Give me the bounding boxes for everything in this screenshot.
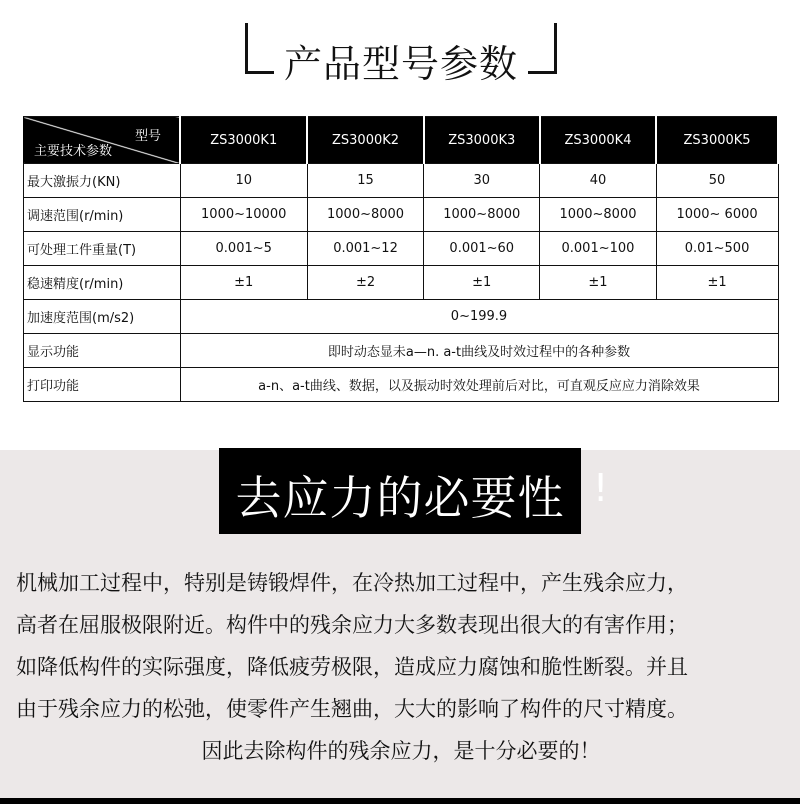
paragraph-line: 机械加工过程中，特别是铸锻焊件，在冷热加工过程中，产生残余应力，	[16, 571, 688, 595]
model-header: ZS3000K1	[180, 117, 307, 164]
table-cell: ±2	[307, 266, 423, 300]
paragraph-line: 高者在屈服极限附近。构件中的残余应力大多数表现出很大的有害作用；	[16, 613, 688, 637]
table-cell: 10	[180, 164, 307, 198]
headline: 去应力的必要性	[235, 471, 565, 525]
row-label: 加速度范围(m/s2)	[24, 300, 181, 334]
table-cell: ±1	[540, 266, 656, 300]
headline-box	[219, 448, 581, 534]
row-label: 可处理工件重量(T)	[24, 232, 181, 266]
table-cell: 0.001~100	[540, 232, 656, 266]
parameter-table	[23, 116, 779, 402]
paragraph-line: 如降低构件的实际强度，降低疲劳极限，造成应力腐蚀和脆性断裂。并且	[16, 655, 688, 679]
table-cell: 15	[307, 164, 423, 198]
table-row	[24, 164, 779, 198]
table-cell: 0.01~500	[656, 232, 778, 266]
row-label: 打印功能	[24, 368, 181, 402]
merged-cell: 0~199.9	[180, 300, 778, 334]
table-row	[24, 300, 779, 334]
model-header: ZS3000K4	[540, 117, 656, 164]
table-row	[24, 334, 779, 368]
corner-header	[24, 117, 181, 164]
table-cell: 30	[424, 164, 540, 198]
table-cell: ±1	[180, 266, 307, 300]
table-cell: 0.001~12	[307, 232, 423, 266]
table-cell: 1000~8000	[307, 198, 423, 232]
table-row	[24, 198, 779, 232]
table-cell: 1000~10000	[180, 198, 307, 232]
corner-model-label: 型号	[134, 129, 161, 144]
paragraph-line: 由于残余应力的松弛，使零件产生翘曲，大大的影响了构件的尺寸精度。	[16, 697, 688, 721]
table-cell: 0.001~5	[180, 232, 307, 266]
table-cell: 1000~ 6000	[656, 198, 778, 232]
model-header: ZS3000K3	[424, 117, 540, 164]
table-cell: 0.001~60	[424, 232, 540, 266]
merged-cell: 即时动态显未a—n. a-t曲线及时效过程中的各种参数	[180, 334, 778, 368]
table-cell: 1000~8000	[540, 198, 656, 232]
table-row	[24, 266, 779, 300]
merged-cell: a-n、a-t曲线、数据，以及振动时效处理前后对比，可直观反应应力消除效果	[180, 368, 778, 402]
necessity-paragraph	[16, 562, 786, 772]
table-header-row	[24, 117, 779, 164]
corner-params-label: 主要技术参数	[34, 144, 113, 159]
paragraph-conclusion: 因此去除构件的残余应力，是十分必要的！	[201, 739, 601, 763]
bottom-divider	[0, 798, 800, 804]
table-cell: 40	[540, 164, 656, 198]
table-row	[24, 368, 779, 402]
model-header: ZS3000K5	[656, 117, 778, 164]
table-cell: ±1	[656, 266, 778, 300]
row-label: 调速范围(r/min)	[24, 198, 181, 232]
table-cell: 50	[656, 164, 778, 198]
model-header: ZS3000K2	[307, 117, 423, 164]
headline-exclamation: !	[593, 466, 609, 510]
row-label: 稳速精度(r/min)	[24, 266, 181, 300]
table-row	[24, 232, 779, 266]
row-label: 显示功能	[24, 334, 181, 368]
table-cell: ±1	[424, 266, 540, 300]
section-title: 产品型号参数	[283, 42, 518, 86]
section-title-frame	[245, 23, 557, 86]
row-label: 最大激振力(KN)	[24, 164, 181, 198]
table-cell: 1000~8000	[424, 198, 540, 232]
